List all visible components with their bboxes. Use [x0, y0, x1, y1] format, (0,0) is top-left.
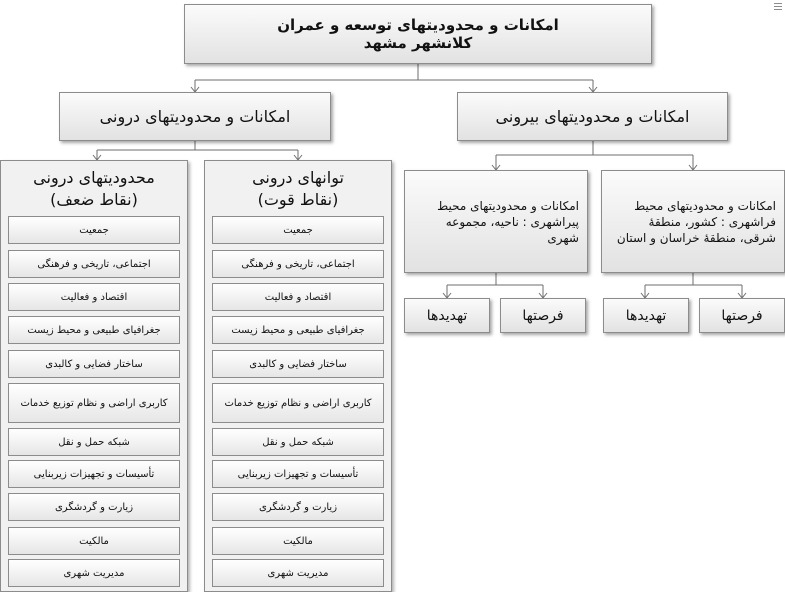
- list-item: مالکیت: [8, 527, 180, 555]
- strengths-title: [205, 167, 391, 211]
- supraurban-opportunities-box: [699, 298, 785, 333]
- internal-label: امکانات و محدودیتهای درونی: [99, 107, 291, 126]
- list-item: شبکه حمل و نقل: [8, 428, 180, 456]
- internal-box: [59, 92, 331, 141]
- strengths-title-line1: توانهای درونی: [252, 168, 344, 187]
- weaknesses-title-line2: (نقاط ضعف): [50, 190, 138, 209]
- list-item: اجتماعی، تاریخی و فرهنگی: [8, 250, 180, 278]
- list-item: ساختار فضایی و کالبدی: [8, 350, 180, 378]
- list-item: جغرافیای طبیعی و محیط زیست: [212, 316, 384, 344]
- weaknesses-title: [1, 167, 187, 211]
- list-item: زیارت و گردشگری: [212, 493, 384, 521]
- list-item: مدیریت شهری: [212, 559, 384, 587]
- strengths-column: [204, 160, 392, 592]
- list-item: زیارت و گردشگری: [8, 493, 180, 521]
- list-item: ساختار فضایی و کالبدی: [212, 350, 384, 378]
- supraurban-threats-box: [603, 298, 689, 333]
- list-item: شبکه حمل و نقل: [212, 428, 384, 456]
- external-box: [457, 92, 728, 141]
- list-item: اقتصاد و فعالیت: [212, 283, 384, 311]
- list-item: اقتصاد و فعالیت: [8, 283, 180, 311]
- supraurban-threats-label: تهدیدها: [625, 307, 667, 324]
- strengths-title-line2: (نقاط قوت): [257, 190, 339, 209]
- periurban-opportunities-label: فرصتها: [522, 307, 564, 324]
- list-item: جغرافیای طبیعی و محیط زیست: [8, 316, 180, 344]
- periurban-text: امکانات و محدودیتهای محیط پیراشهری : ناحیه، مجموعه شهری: [437, 198, 579, 245]
- list-item: کاربری اراضی و نظام توزیع خدمات: [8, 383, 180, 423]
- list-item: مالکیت: [212, 527, 384, 555]
- supraurban-box: [601, 170, 785, 273]
- root-title-line1: امکانات و محدودیتهای توسعه و عمران: [277, 16, 559, 34]
- list-item: کاربری اراضی و نظام توزیع خدمات: [212, 383, 384, 423]
- periurban-opportunities-box: [500, 298, 586, 333]
- list-item: مدیریت شهری: [8, 559, 180, 587]
- periurban-box: [404, 170, 588, 273]
- periurban-threats-box: [404, 298, 490, 333]
- root-title-box: [184, 4, 652, 64]
- periurban-threats-label: تهدیدها: [426, 307, 468, 324]
- weaknesses-column: [0, 160, 188, 592]
- external-label: امکانات و محدودیتهای بیرونی: [495, 107, 690, 126]
- weaknesses-title-line1: محدودیتهای درونی: [33, 168, 155, 187]
- list-item: تأسیسات و تجهیزات زیربنایی: [8, 460, 180, 488]
- supraurban-opportunities-label: فرصتها: [721, 307, 763, 324]
- root-title-line2: کلانشهر مشهد: [363, 34, 473, 52]
- list-item: جمعیت: [212, 216, 384, 244]
- list-item: تأسیسات و تجهیزات زیربنایی: [212, 460, 384, 488]
- list-item: جمعیت: [8, 216, 180, 244]
- corner-mark: [774, 3, 782, 10]
- list-item: اجتماعی، تاریخی و فرهنگی: [212, 250, 384, 278]
- supraurban-text: امکانات و محدودیتهای محیط فراشهری : کشور، منطقۀ شرقی، منطقۀ خراسان و استان: [616, 198, 776, 245]
